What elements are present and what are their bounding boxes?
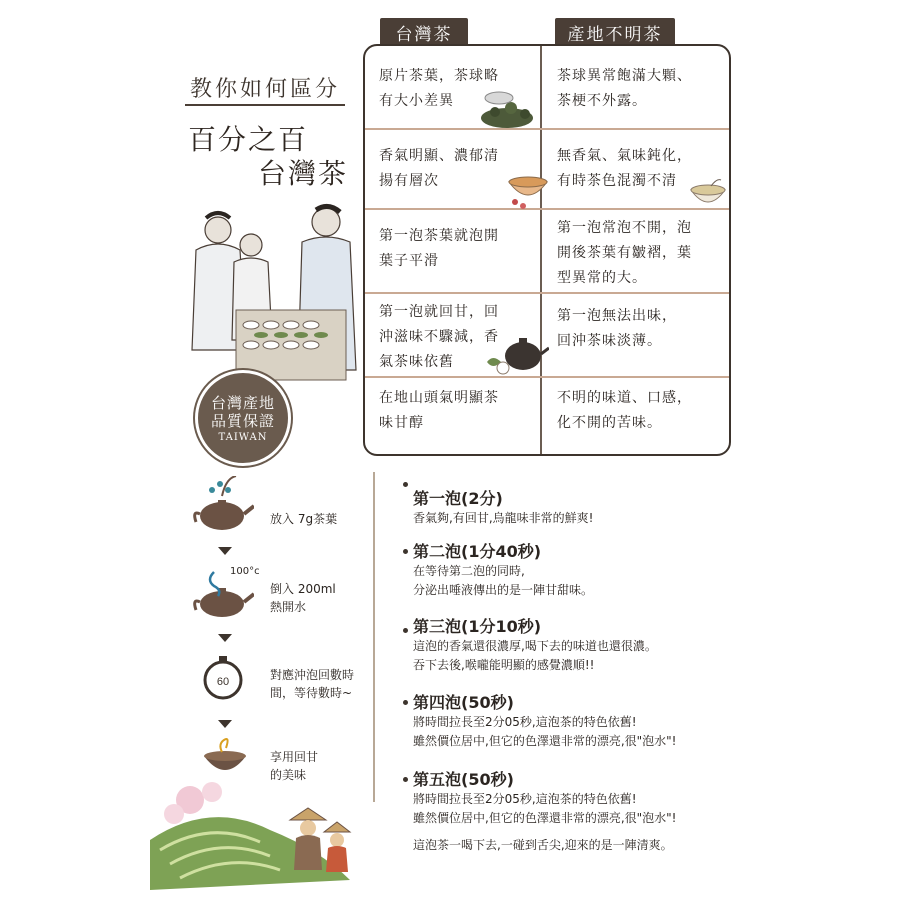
table-divider	[365, 128, 729, 130]
page-title-line1: 百分之百	[188, 123, 309, 156]
table-cell-left: 在地山頭氣明顯茶 味甘醇	[379, 390, 499, 431]
bullet-dot	[403, 482, 408, 487]
table-cell-right: 無香氣、氣味鈍化， 有時茶色混濁不清	[557, 148, 692, 189]
seal-line1: 台灣產地	[210, 393, 275, 412]
brew-4-title: 第四泡(50秒)	[413, 693, 514, 712]
brew-4	[413, 690, 676, 751]
step-arrow	[218, 720, 232, 728]
comparison-table	[363, 44, 731, 456]
subtitle: 教你如何區分	[190, 77, 341, 102]
title-divider	[185, 104, 345, 106]
table-cell-right: 第一泡無法出味， 回沖茶味淡薄。	[557, 308, 677, 349]
tea-cup-illustration	[503, 164, 553, 212]
table-cell-left: 第一泡就回甘，回 沖滋味不驟減，香 氣茶味依舊	[379, 304, 499, 370]
bullet-dot	[403, 549, 408, 554]
seal-line2: 品質保證	[210, 411, 275, 430]
column-header-unknown-origin: 產地不明茶	[555, 18, 675, 46]
step-4-label: 享用回甘 的美味	[270, 750, 319, 782]
brew-1-title: 第一泡(2分)	[413, 489, 503, 508]
page-title-line2: 台灣茶	[258, 157, 349, 190]
brew-2	[413, 539, 593, 600]
step-3-label: 對應沖泡回數時 間，等待數時~	[270, 668, 355, 700]
teapot-hot-water-icon	[192, 570, 254, 620]
bullet-dot	[403, 777, 408, 782]
tea-field-illustration	[150, 780, 360, 890]
table-divider	[365, 292, 729, 294]
steps-divider	[373, 472, 375, 802]
brew-3-text: 這泡的香氣還很濃厚,喝下去的味道也還很濃。 吞下去後,喉嚨能明顯的感覺濃順!!	[413, 639, 657, 672]
table-cell-left: 原片茶葉，茶球略 有大小差異	[379, 68, 499, 109]
origin-seal	[195, 370, 291, 466]
brew-1	[413, 486, 593, 528]
brew-3-title: 第三泡(1分10秒)	[413, 617, 542, 636]
tea-tasters-illustration	[176, 200, 366, 400]
table-cell-right: 不明的味道、口感， 化不開的苦味。	[557, 390, 692, 431]
step-1-label: 放入 7g茶葉	[270, 512, 338, 526]
brew-2-text: 在等待第二泡的同時, 分泌出唾液傳出的是一陣甘甜味。	[413, 564, 594, 597]
table-cell-left: 香氣明顯、濃郁清 揚有層次	[379, 148, 499, 189]
step-arrow	[218, 634, 232, 642]
brew-5	[413, 767, 676, 855]
brew-3	[413, 614, 657, 675]
column-header-taiwan-tea: 台灣茶	[380, 18, 468, 46]
teapot-illustration	[479, 326, 549, 376]
table-cell-left: 第一泡茶葉就泡開 葉子平滑	[379, 228, 499, 269]
farmer-figures	[290, 808, 350, 872]
table-divider	[365, 376, 729, 378]
teapot-with-leaves-icon	[192, 476, 254, 534]
step-2-label: 倒入 200ml 熱開水	[270, 582, 336, 614]
water-temperature: 100°c	[230, 566, 260, 577]
timer-icon	[200, 652, 246, 702]
tea-leaves-illustration	[477, 84, 547, 134]
bullet-dot	[403, 628, 408, 633]
table-cell-right: 第一泡常泡不開，泡 開後茶葉有皺褶，葉 型異常的大。	[557, 220, 692, 286]
timer-value: 60	[216, 676, 230, 688]
seal-line3: TAIWAN	[218, 431, 268, 443]
teacup-illustration	[687, 174, 729, 216]
step-arrow	[218, 547, 232, 555]
brew-2-title: 第二泡(1分40秒)	[413, 542, 542, 561]
tasting-table	[236, 310, 346, 380]
table-cell-right: 茶球異常飽滿大顆、 茶梗不外露。	[557, 68, 692, 109]
tea-bowl-icon	[200, 738, 250, 780]
brew-5-text: 將時間拉長至2分05秒,這泡茶的特色依舊! 雖然價位居中,但它的色澤還非常的漂亮,很"泡水"! 這泡茶一喝下去,一碰到舌尖,迎來的是一陣清爽。	[413, 792, 677, 852]
bullet-dot	[403, 700, 408, 705]
brew-1-text: 香氣夠,有回甘,烏龍味非常的鮮爽!	[413, 511, 594, 525]
brew-5-title: 第五泡(50秒)	[413, 770, 514, 789]
brew-4-text: 將時間拉長至2分05秒,這泡茶的特色依舊! 雖然價位居中,但它的色澤還非常的漂亮,很"泡水"!	[413, 715, 677, 748]
